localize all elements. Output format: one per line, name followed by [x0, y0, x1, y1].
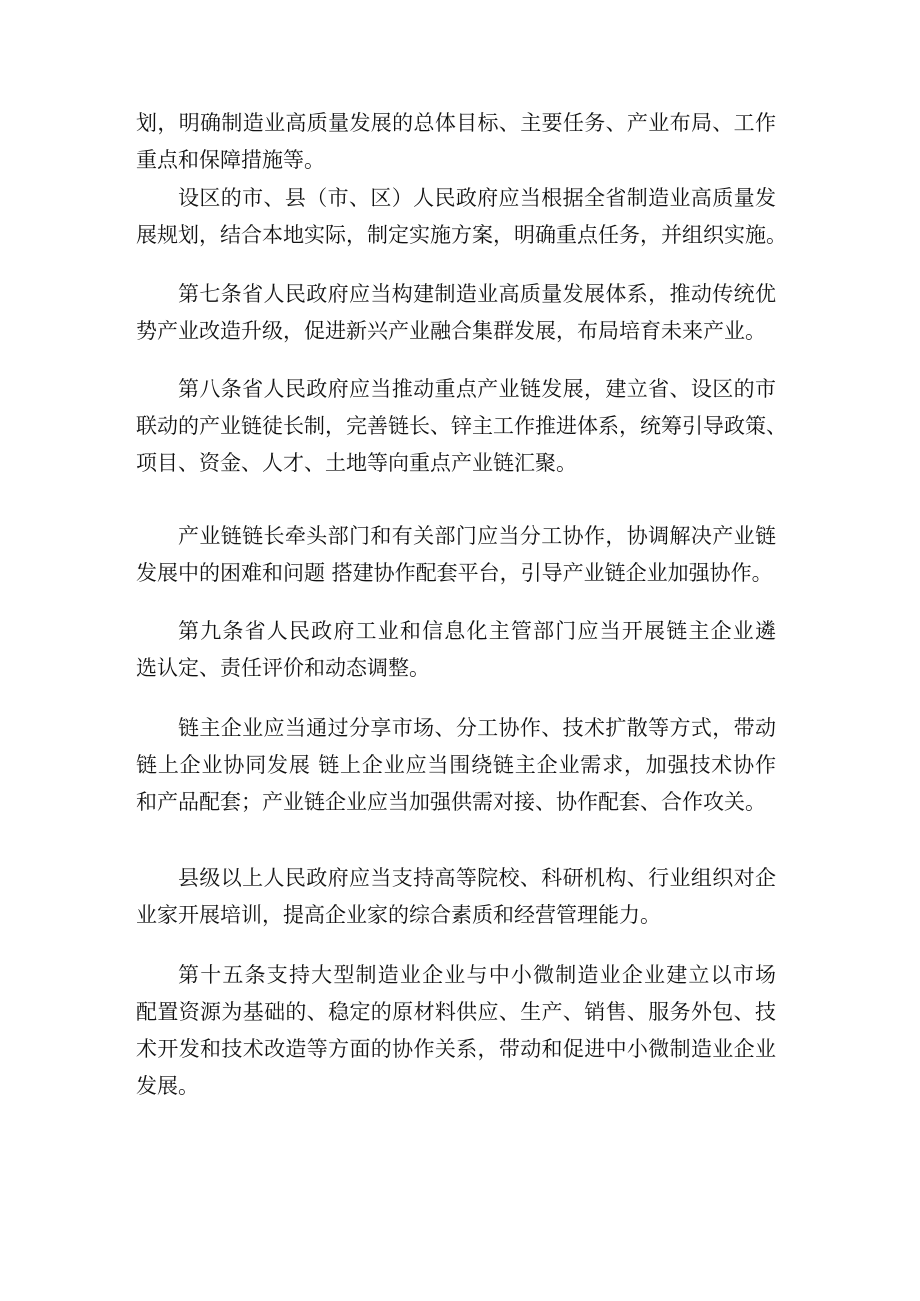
- text-line: 第八条省人民政府应当推动重点产业链发展，建立省、设区的市: [178, 377, 776, 401]
- text-line: 项目、资金、人才、土地等向重点产业链汇聚。: [136, 451, 577, 475]
- paragraph-article-8: [136, 371, 787, 482]
- paragraph-entrepreneur-training: [136, 860, 776, 934]
- text-line: 重点和保障措施等。: [136, 148, 325, 172]
- text-line: 链主企业应当通过分享市场、分工协作、技术扩散等方式，带动: [178, 716, 776, 740]
- text-line: 发展。: [136, 1074, 199, 1098]
- text-line: 第十五条支持大型制造业企业与中小微制造业企业建立以市场: [178, 963, 776, 987]
- text-line: 设区的市、县（市、区）人民政府应当根据全省制造业高质量发: [178, 186, 776, 210]
- text-line: 术开发和技术改造等方面的协作关系，带动和促进中小微制造业企业: [136, 1037, 776, 1061]
- text-line: 选认定、责任评价和动态调整。: [136, 656, 430, 680]
- text-line: 发展中的困难和问题 搭建协作配套平台，引导产业链企业加强协作。: [136, 561, 773, 585]
- text-line: 链上企业协同发展 链上企业应当围绕链主企业需求，加强技术协作: [136, 753, 776, 777]
- text-line: 产业链链长牵头部门和有关部门应当分工协作，协调解决产业链: [178, 524, 776, 548]
- text-line: 第七条省人民政府应当构建制造业高质量发展体系，推动传统优: [178, 282, 776, 306]
- text-line: 联动的产业链徒长制，完善链长、锌主工作推进体系，统筹引导政策、: [136, 414, 787, 438]
- text-line: 业家开展培训，提高企业家的综合素质和经营管理能力。: [136, 903, 661, 927]
- paragraph-article-9: [136, 613, 776, 687]
- text-line: 展规划，结合本地实际，制定实施方案，明确重点任务，并组织实施。: [136, 223, 787, 247]
- text-line: 第九条省人民政府工业和信息化主管部门应当开展链主企业遴: [178, 619, 776, 643]
- text-line: 势产业改造升级，促进新兴产业融合集群发展，布局培育未来产业。: [136, 319, 766, 343]
- text-line: 县级以上人民政府应当支持高等院校、科研机构、行业组织对企: [178, 866, 776, 890]
- paragraph-city-county-plans: [136, 180, 787, 254]
- paragraph-article-7: [136, 276, 776, 350]
- paragraph-article-15: [136, 957, 776, 1105]
- text-line: 配置资源为基础的、稳定的原材料供应、生产、销售、服务外包、技: [136, 1000, 776, 1024]
- paragraph-planning-content: [136, 105, 776, 179]
- paragraph-chain-leader-departments: [136, 518, 776, 592]
- text-line: 和产品配套；产业链企业应当加强供需对接、协作配套、合作攻关。: [136, 790, 766, 814]
- paragraph-chain-master-enterprises: [136, 710, 776, 821]
- text-line: 划，明确制造业高质量发展的总体目标、主要任务、产业布局、工作: [136, 111, 776, 135]
